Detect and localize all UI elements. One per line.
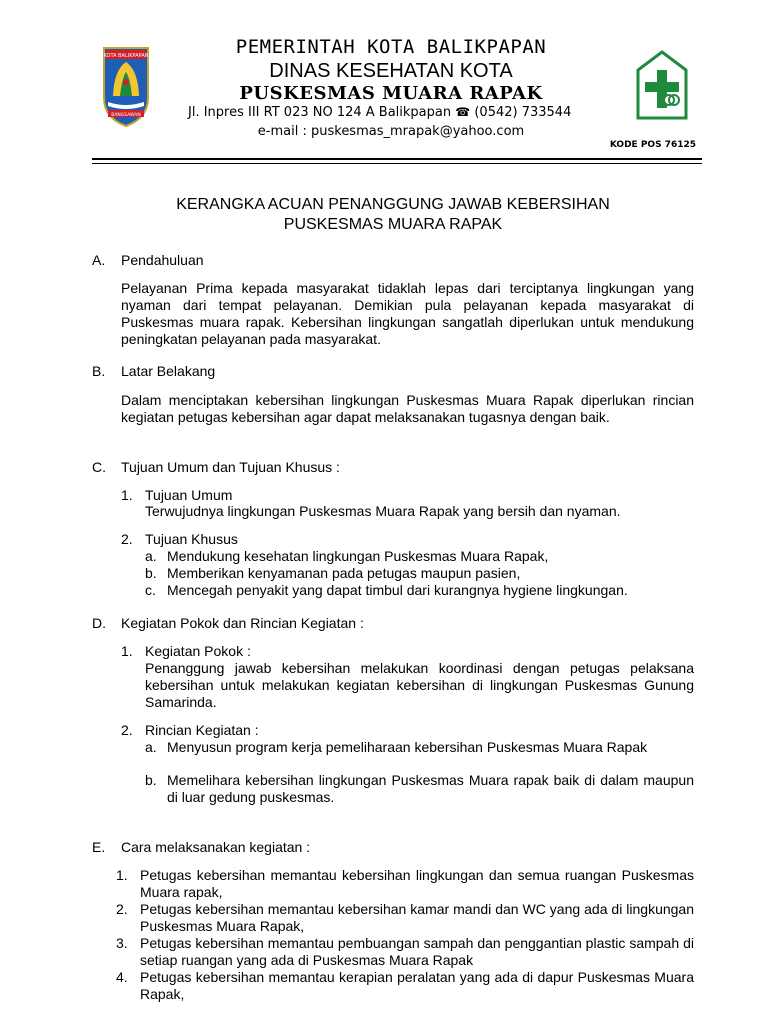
list-item-text: Memberikan kenyamanan pada petugas maupun pasien, — [167, 565, 521, 581]
list-item-text: Memelihara kebersihan lingkungan Puskesmas Muara rapak baik di dalam maupun di luar gedung puskesmas. — [167, 772, 694, 805]
header-phone: (0542) 733544 — [474, 105, 572, 120]
document-title-line1: KERANGKA ACUAN PENANGGUNG JAWAB KEBERSIHAN — [176, 196, 610, 213]
tujuan-khusus-title: Tujuan Khusus — [145, 531, 238, 547]
document-title-line2: PUSKESMAS MUARA RAPAK — [283, 216, 503, 233]
header-government: PEMERINTAH KOTA BALIKPAPAN — [235, 36, 547, 58]
section-d-label: D. — [92, 615, 106, 631]
list-item-label: 3. — [116, 935, 128, 951]
rincian-kegiatan-number: 2. — [121, 722, 133, 738]
section-a-paragraph: Pelayanan Prima kepada masyarakat tidaklah lepas dari terciptanya lingkungan yang nyaman dari tempat pelayanan. Demikian pula pelayanan kepada masyarakat di Puskesmas muara rapak. Kebersihan lingkungan sangatlah diperlukan untuk mendukung peningkatan pelayanan pada masyarakat. — [121, 280, 694, 347]
header-address: Jl. Inpres III RT 023 NO 124 A Balikpapan — [188, 105, 452, 120]
section-d-heading: Kegiatan Pokok dan Rincian Kegiatan : — [121, 615, 364, 631]
header-divider-thin — [92, 163, 702, 164]
tujuan-umum-title: Tujuan Umum — [145, 487, 233, 503]
puskesmas-cross-logo — [636, 50, 688, 120]
section-b-label: B. — [92, 363, 106, 379]
list-item-text: Menyusun program kerja pemeliharaan kebersihan Puskesmas Muara Rapak — [167, 739, 648, 755]
section-e-heading: Cara melaksanakan kegiatan : — [121, 839, 311, 855]
crest-top-text: KOTA BALIKPAPAN — [103, 53, 149, 59]
list-item-text: Petugas kebersihan memantau pembuangan sampah dan penggantian plastic sampah di setiap ruangan yang ada di Puskesmas Muara Rapak — [140, 935, 694, 968]
tujuan-khusus-number: 2. — [121, 531, 133, 547]
list-item-label: b. — [145, 772, 157, 788]
crest-bottom-text: BANGSAWAN — [111, 113, 141, 118]
section-e-label: E. — [92, 839, 106, 855]
postal-code: KODE POS 76125 — [609, 140, 696, 150]
section-b-heading: Latar Belakang — [121, 363, 216, 379]
list-item-label: 2. — [116, 901, 128, 917]
list-item-label: 1. — [116, 867, 128, 883]
phone-icon: ☎ — [455, 105, 471, 119]
rincian-kegiatan-title: Rincian Kegiatan : — [145, 722, 259, 738]
header-address-line — [188, 105, 648, 120]
list-item-text: Petugas kebersihan memantau kebersihan lingkungan dan semua ruangan Puskesmas Muara rapak, — [140, 867, 694, 900]
tujuan-umum-text: Terwujudnya lingkungan Puskesmas Muara Rapak yang bersih dan nyaman. — [145, 503, 621, 519]
list-item-label: a. — [145, 739, 157, 755]
list-item-label: b. — [145, 565, 157, 581]
kegiatan-pokok-text: Penanggung jawab kebersihan melakukan koordinasi dengan petugas pelaksana kebersihan untuk melakukan kegiatan kebersihan di lingkungan Puskesmas Gunung Samarinda. — [145, 660, 694, 710]
list-item-text: Mencegah penyakit yang dapat timbul dari kurangnya hygiene lingkungan. — [167, 582, 628, 598]
list-item-text: Petugas kebersihan memantau kebersihan kamar mandi dan WC yang ada di lingkungan Puskesmas Muara Rapak, — [140, 901, 694, 934]
header-puskesmas: PUSKESMAS MUARA RAPAK — [239, 83, 543, 104]
section-c-label: C. — [92, 459, 106, 475]
kegiatan-pokok-number: 1. — [121, 643, 133, 659]
header-divider-thick — [92, 158, 702, 160]
section-a-label: A. — [92, 252, 106, 268]
list-item-text: Petugas kebersihan memantau kerapian peralatan yang ada di dapur Puskesmas Muara Rapak, — [140, 969, 694, 1002]
tujuan-umum-number: 1. — [121, 487, 133, 503]
section-b-paragraph: Dalam menciptakan kebersihan lingkungan Puskesmas Muara Rapak diperlukan rincian kegiatan petugas kebersihan agar dapat melaksanakan tugasnya dengan baik. — [121, 392, 694, 425]
balikpapan-crest-logo — [100, 42, 152, 128]
kegiatan-pokok-title: Kegiatan Pokok : — [145, 643, 251, 659]
header-email: e-mail : puskesmas_mrapak@yahoo.com — [257, 124, 525, 139]
list-item-text: Mendukung kesehatan lingkungan Puskesmas Muara Rapak, — [167, 548, 549, 564]
section-a-heading: Pendahuluan — [121, 252, 204, 268]
list-item-label: 4. — [116, 969, 128, 985]
list-item-label: c. — [145, 582, 156, 598]
list-item-label: a. — [145, 548, 157, 564]
section-c-heading: Tujuan Umum dan Tujuan Khusus : — [121, 459, 340, 475]
header-department: DINAS KESEHATAN KOTA — [269, 60, 513, 82]
